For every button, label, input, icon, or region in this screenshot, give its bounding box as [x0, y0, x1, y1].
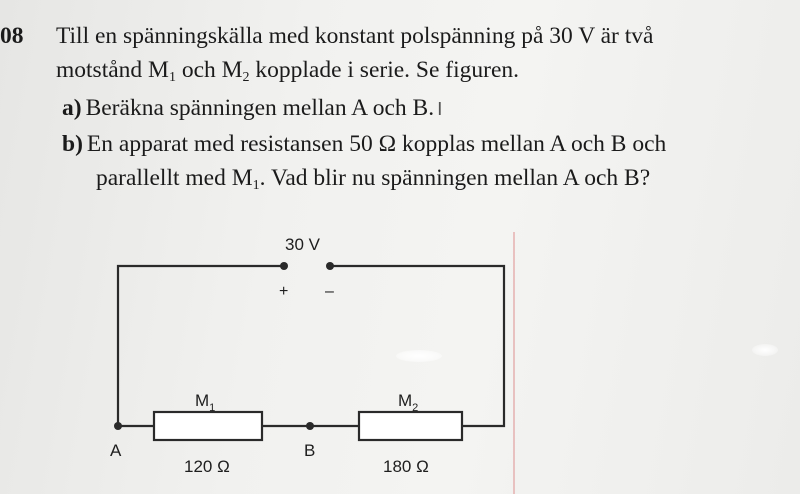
terminal-minus: [326, 262, 334, 270]
part-b-label: b): [62, 131, 83, 157]
node-b-label: B: [304, 441, 316, 460]
text-cursor-icon: I: [437, 99, 443, 120]
part-b-subscript: 1: [252, 178, 260, 193]
line2-part-b: och M: [175, 57, 243, 83]
m2-label: $M_2$: [398, 391, 419, 414]
resistor-m2: [359, 412, 462, 440]
m1-label: $M_1$: [195, 391, 216, 414]
r2-value: 180 Ω: [383, 457, 429, 476]
minus-sign: –: [325, 283, 334, 300]
r1-value: 120 Ω: [184, 457, 230, 476]
terminal-plus: [280, 262, 288, 270]
part-a-label: a): [62, 95, 82, 121]
part-b-text: En apparat med resistansen 50 Ω kopplas mellan A och B och: [86, 131, 667, 157]
part-b-line2-b: . Vad blir nu spänningen mellan A och B?: [259, 165, 651, 191]
screen-glare-right: [752, 344, 778, 356]
node-b-dot: [306, 422, 314, 430]
screen-glare: [396, 350, 442, 362]
problem-line-1: Till en spänningskälla med konstant polspänning på 30 V är två: [56, 23, 654, 49]
resistor-m1: [154, 412, 262, 440]
line2-part-a: motstånd M: [56, 57, 169, 83]
part-a-text: Beräkna spänningen mellan A och B.: [85, 95, 435, 121]
node-a-label: A: [110, 441, 122, 460]
line2-part-c: kopplade i serie. Se figuren.: [249, 57, 520, 83]
part-b-line2-a: parallellt med M: [96, 165, 253, 191]
source-label: 30 V: [285, 235, 320, 254]
plus-sign: +: [279, 283, 289, 300]
node-a-dot: [114, 422, 122, 430]
m1-subscript: 1: [168, 70, 176, 85]
m2-subscript: 2: [242, 70, 250, 85]
problem-number: 08: [0, 23, 24, 49]
